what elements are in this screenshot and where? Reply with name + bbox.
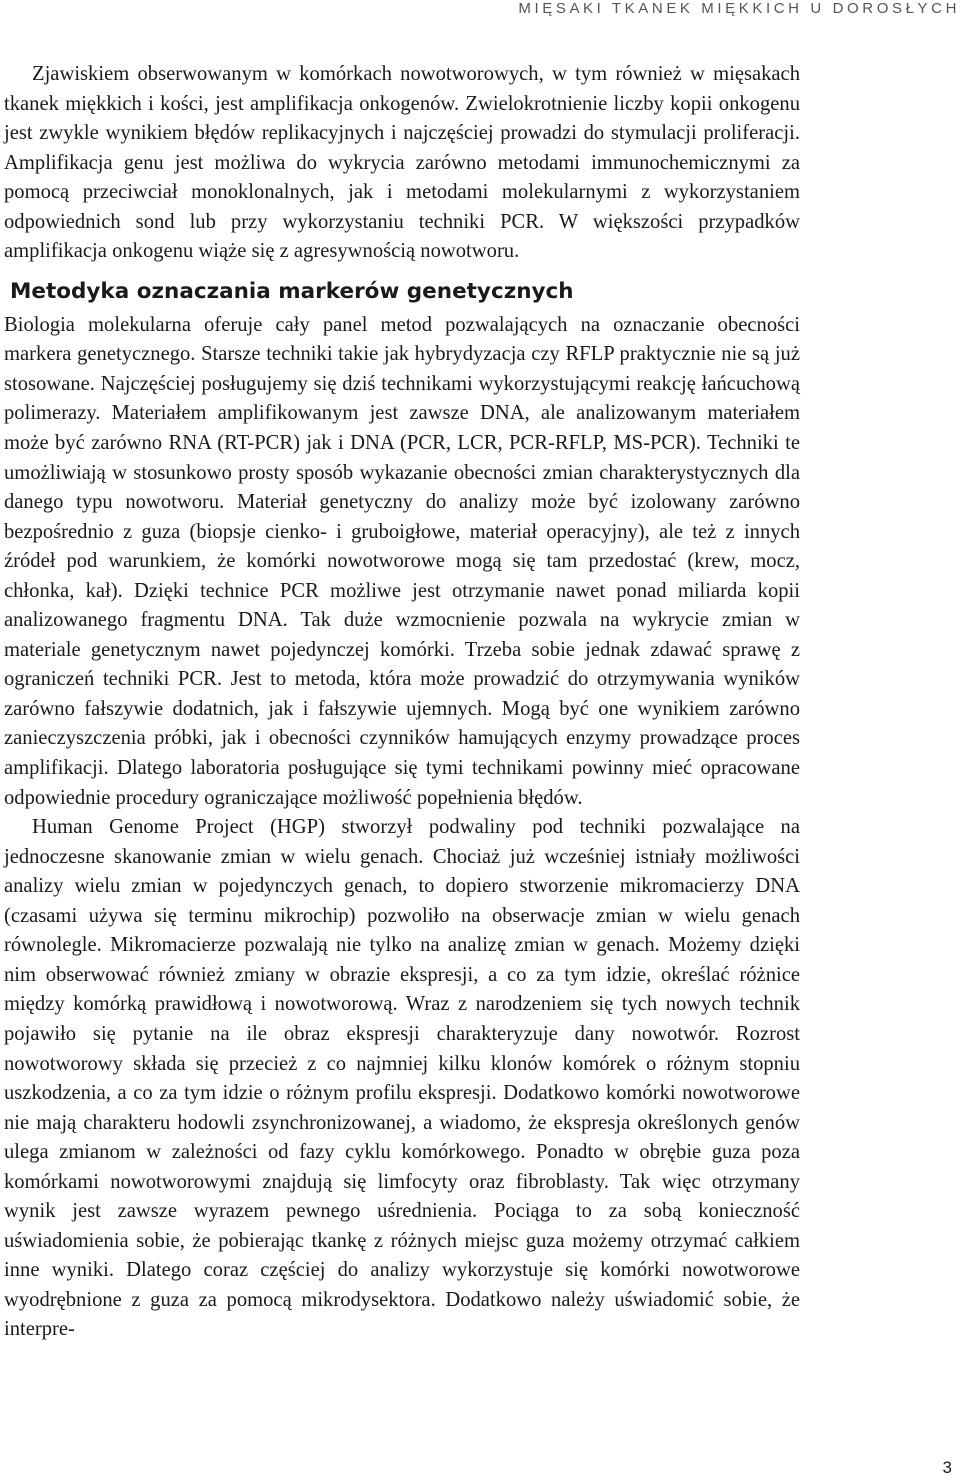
paragraph-methods: Biologia molekularna oferuje cały panel metod pozwalających na oznaczanie obecności markera genetycznego. Starsze techniki takie jak hybrydyzacja czy RFLP praktycznie nie są już stosowane. Najczęściej posługujemy się dziś technikami wykorzystującymi reakcję łańcuchową polimerazy. Materiałem amplifikowanym jest zawsze DNA, ale analizowanym materiałem może być zarówno RNA (RT-PCR) jak i DNA (PCR, LCR, PCR-RFLP, MS-PCR). Techniki te umożliwiają w stosunkowo prosty sposób wykazanie obecności zmian charakterystycznych dla danego typu nowotworu. Materiał genetyczny do analizy może być izolowany zarówno bezpośrednio z guza (biopsje cienko- i gruboigłowe, materiał operacyjny), ale też z innych źródeł pod warunkiem, że komórki nowotworowe mogą się tam przedostać (krew, mocz, chłonka, kał). Dzięki technice PCR możliwe jest otrzymanie nawet ponad miliarda kopii analizowanego fragmentu DNA. Tak duże wzmocnienie pozwala na wykrycie zmian w materiale genetycznym nawet pojedynczej komórki. Trzeba sobie jednak zdawać sprawę z ograniczeń techniki PCR. Jest to metoda, która może prowadzić do otrzymywania wyników zarówno fałszywie dodatnich, jak i fałszywie ujemnych. Mogą być one wynikiem zarówno zanieczyszczenia próbki, jak i obecności czynników hamujących enzymy prowadzące proces amplifikacji. Dlatego laboratoria posługujące się tymi technikami powinny mieć opracowane odpowiednie procedury ograniczające możliwość popełnienia błędów. <box>4 313 800 809</box>
paragraph-hgp: Human Genome Project (HGP) stworzył podwaliny pod techniki pozwalające na jednoczesne skanowanie zmian w wielu genach. Chociaż już wcześniej istniały możliwości analizy wielu zmian w pojedynczych genach, to dopiero stworzenie mikromacierzy DNA (czasami używa się terminu mikrochip) pozwoliło na obserwacje zmian w wielu genach równolegle. Mikromacierze pozwalają nie tylko na analizę zmian w genach. Możemy dzięki nim obserwować również zmiany w obrazie ekspresji, a co za tym idzie, określać różnice między komórką prawidłową i nowotworową. Wraz z narodzeniem się tych nowych technik pojawiło się pytanie na ile obraz ekspresji charakteryzuje dany nowotwór. Rozrost nowotworowy składa się przecież z co najmniej kilku klonów komórek o różnym stopniu uszkodzenia, a co za tym idzie o różnym profilu ekspresji. Dodatkowo komórki nowotworowe nie mają charakteru hodowli zsynchronizowanej, a wiadomo, że ekspresja określonych genów ulega zmianom w zależności od fazy cyklu komórkowego. Ponadto w obrębie guza poza komórkami nowotworowymi znajdują się limfocyty oraz fibroblasty. Tak więc otrzymany wynik jest zawsze wyrazem pewnego uśrednienia. Pociąga to za sobą konieczność uświadomienia sobie, że pobierając tkankę z różnych miejsc guza możemy otrzymać całkiem inne wyniki. Dlatego coraz częściej do analizy wykorzystuje się komórki nowotworowe wyodrębnione z guza za pomocą mikrodysektora. Dodatkowo należy uświadomić sobie, że interpre- <box>4 816 800 1341</box>
running-head: MIĘSAKI TKANEK MIĘKKICH U DOROSŁYCH <box>518 0 960 17</box>
page-number: 3 <box>942 1458 952 1477</box>
section-heading: Metodyka oznaczania markerów genetycznych <box>10 278 574 304</box>
paragraph-intro: Zjawiskiem obserwowanym w komórkach nowotworowych, w tym również w mięsakach tkanek miękkich i kości, jest amplifikacja onkogenów. Zwielokrotnienie liczby kopii onkogenu jest zwykle wynikiem błędów replikacyjnych i najczęściej prowadzi do stymulacji proliferacji. Amplifikacja genu jest możliwa do wykrycia zarówno metodami immunochemicznymi za pomocą przeciwciał monoklonalnych, jak i metodami molekularnymi z wykorzystaniem odpowiednich sond lub przy wykorzystaniu techniki PCR. W większości przypadków amplifikacja onkogenu wiąże się z agresywnością nowotworu. <box>4 63 800 263</box>
page-body <box>4 60 800 1345</box>
